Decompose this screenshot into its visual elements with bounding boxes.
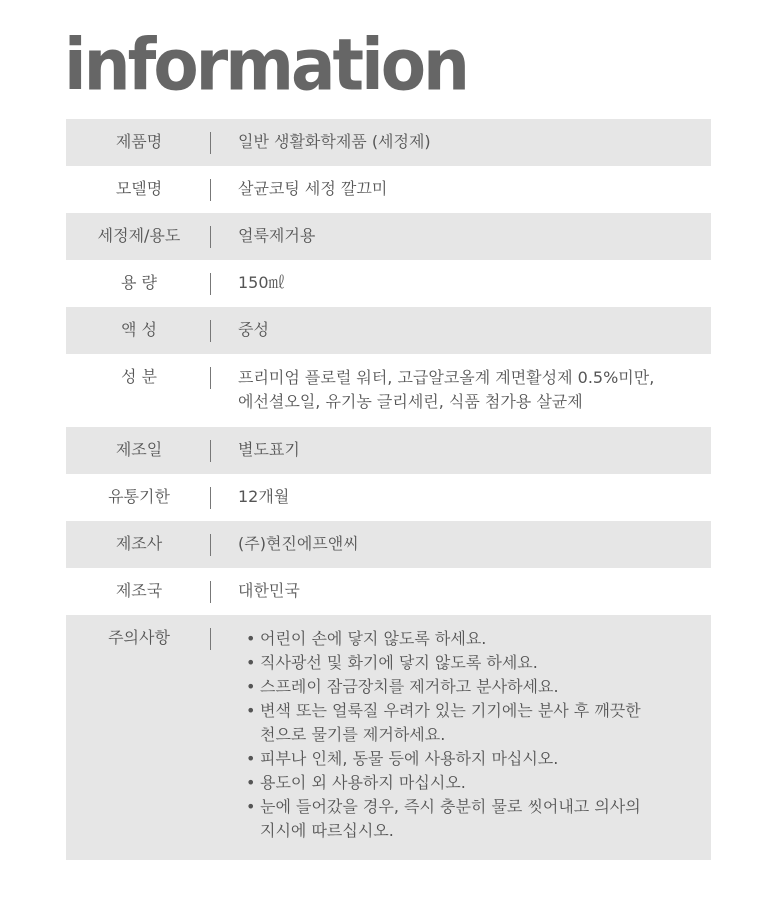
list-item bbox=[246, 747, 711, 771]
list-item-text: 지시에 따르십시오. bbox=[260, 821, 394, 840]
divider bbox=[210, 367, 211, 389]
divider bbox=[210, 534, 211, 556]
bullet-icon: • bbox=[246, 749, 256, 768]
bullet-icon: • bbox=[246, 701, 256, 720]
page-title: information bbox=[64, 23, 468, 107]
row-manufacture-date bbox=[66, 427, 711, 474]
row-value: 살균코팅 세정 깔끄미 bbox=[238, 179, 388, 198]
divider bbox=[210, 581, 211, 603]
row-volume bbox=[66, 260, 711, 307]
row-label: 제품명 bbox=[115, 132, 163, 151]
row-value: 대한민국 bbox=[238, 581, 300, 600]
row-label: 세정제/용도 bbox=[97, 226, 181, 245]
row-label: 주의사항 bbox=[108, 628, 170, 647]
row-country bbox=[66, 568, 711, 615]
divider bbox=[210, 487, 211, 509]
bullet-icon: • bbox=[246, 653, 256, 672]
list-item-text: 눈에 들어갔을 경우, 즉시 충분히 물로 씻어내고 의사의 bbox=[260, 797, 641, 816]
list-item bbox=[246, 651, 711, 675]
list-item-text: 어린이 손에 닿지 않도록 하세요. bbox=[260, 629, 487, 648]
row-label: 성 분 bbox=[121, 367, 157, 386]
list-item-text: 스프레이 잠금장치를 제거하고 분사하세요. bbox=[260, 677, 559, 696]
info-table bbox=[66, 119, 711, 860]
bullet-icon: • bbox=[246, 677, 256, 696]
row-label: 모델명 bbox=[115, 179, 163, 198]
list-item-text: 직사광선 및 화기에 닿지 않도록 하세요. bbox=[260, 653, 538, 672]
value-line: 프리미엄 플로럴 워터, 고급알코올계 계면활성제 0.5%미만, bbox=[238, 368, 655, 387]
row-label: 용 량 bbox=[121, 273, 157, 292]
row-value bbox=[212, 615, 711, 860]
row-value: (주)현진에프앤씨 bbox=[238, 534, 359, 553]
divider bbox=[210, 273, 211, 295]
row-value: 중성 bbox=[238, 320, 269, 339]
divider bbox=[210, 132, 211, 154]
list-item bbox=[246, 675, 711, 699]
row-value: 150㎖ bbox=[238, 273, 285, 292]
list-item-text: 천으로 물기를 제거하세요. bbox=[260, 725, 446, 744]
precautions-list bbox=[238, 627, 711, 843]
row-label: 액 성 bbox=[121, 320, 157, 339]
divider bbox=[210, 628, 211, 650]
row-label: 유통기한 bbox=[108, 487, 170, 506]
row-ph bbox=[66, 307, 711, 354]
row-product-name bbox=[66, 119, 711, 166]
row-value: 12개월 bbox=[238, 487, 290, 506]
row-value: 일반 생활화학제품 (세정제) bbox=[238, 132, 431, 151]
row-usage bbox=[66, 213, 711, 260]
divider bbox=[210, 226, 211, 248]
divider bbox=[210, 440, 211, 462]
row-value: 별도표기 bbox=[238, 440, 300, 459]
row-model-name bbox=[66, 166, 711, 213]
list-item bbox=[246, 699, 711, 747]
row-label: 제조국 bbox=[115, 581, 163, 600]
row-precautions bbox=[66, 615, 711, 860]
list-item-text: 용도이 외 사용하지 마십시오. bbox=[260, 773, 466, 792]
list-item bbox=[246, 771, 711, 795]
list-item-text: 피부나 인체, 동물 등에 사용하지 마십시오. bbox=[260, 749, 559, 768]
bullet-icon: • bbox=[246, 629, 256, 648]
row-label: 제조일 bbox=[115, 440, 163, 459]
row-value bbox=[212, 354, 711, 427]
list-item bbox=[246, 627, 711, 651]
row-label: 제조사 bbox=[115, 534, 163, 553]
bullet-icon: • bbox=[246, 797, 256, 816]
bullet-icon: • bbox=[246, 773, 256, 792]
list-item bbox=[246, 795, 711, 843]
value-line: 에선셜오일, 유기농 글리세린, 식품 첨가용 살균제 bbox=[238, 392, 583, 411]
row-manufacturer bbox=[66, 521, 711, 568]
row-value: 얼룩제거용 bbox=[238, 226, 316, 245]
divider bbox=[210, 179, 211, 201]
row-ingredients bbox=[66, 354, 711, 427]
divider bbox=[210, 320, 211, 342]
list-item-text: 변색 또는 얼룩질 우려가 있는 기기에는 분사 후 깨끗한 bbox=[260, 701, 641, 720]
row-shelf-life bbox=[66, 474, 711, 521]
